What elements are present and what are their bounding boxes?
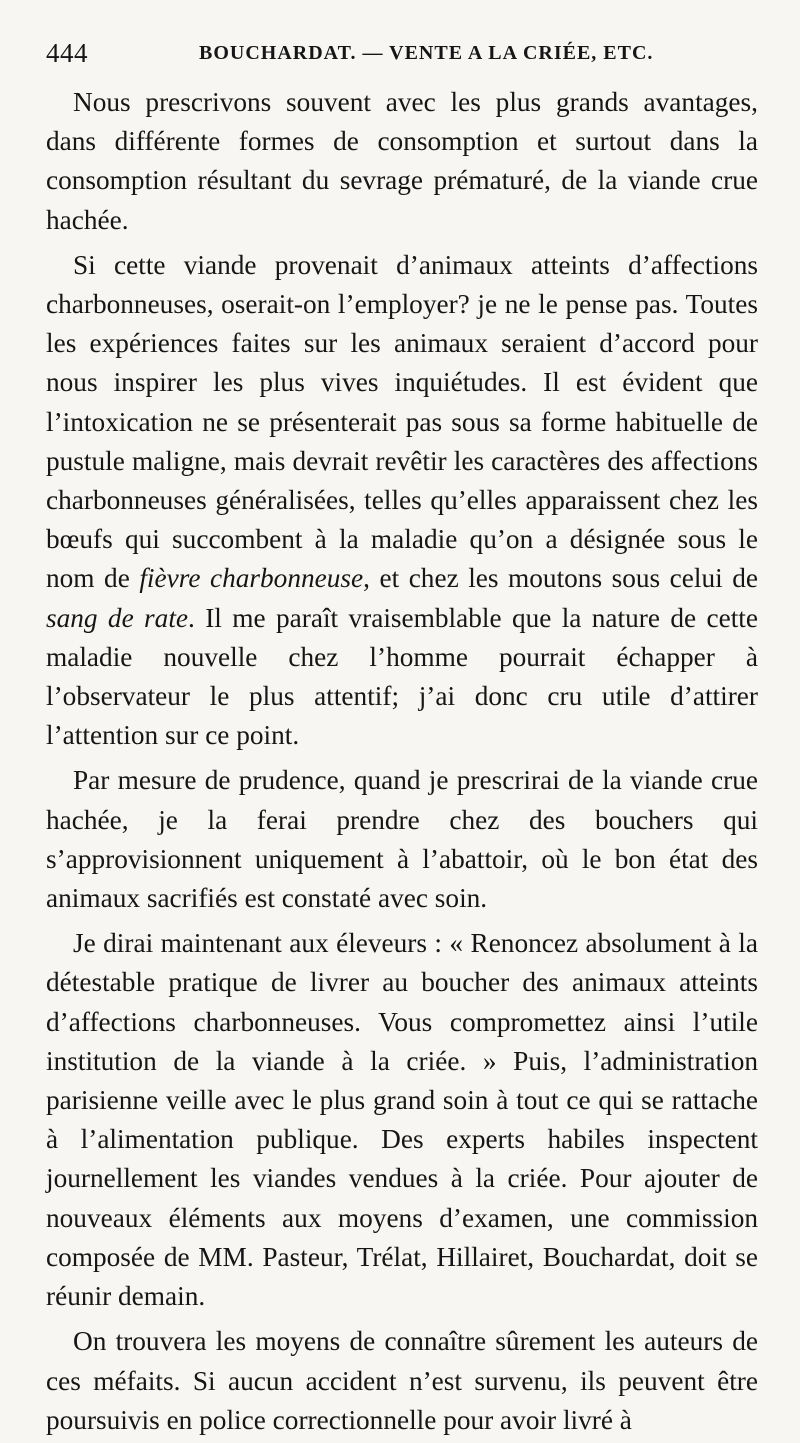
running-title: BOUCHARDAT. — VENTE A LA CRIÉE, ETC.	[199, 42, 654, 64]
paragraph-1: Nous prescrivons souvent avec les plus grands avantages, dans différente formes de consomption et surtout dans la consomption résultant du sevrage prématuré, de la viande crue hachée.	[46, 87, 758, 235]
page-number: 444	[46, 38, 88, 68]
paragraph-3: Par mesure de prudence, quand je prescrirai de la viande crue hachée, je la ferai prendre chez des bouchers qui s’approvisionnent uniquement à l’abattoir, où le bon état des animaux sacrifiés est constaté avec soin.	[46, 765, 758, 914]
italic-term-fievre-charbonneuse: fièvre charbonneuse	[139, 563, 364, 594]
paragraph-4: Je dirai maintenant aux éleveurs : « Renoncez absolument à la détestable pratique de livrer au boucher des animaux atteints d’affections charbonneuses. Vous compromettez ainsi l’utile institution de la viande à la criée. » Puis, l’administration parisienne veille avec le plus grand soin à tout ce qui se rattache à l’alimentation publique. Des experts habiles inspectent journellement les viandes vendues à la criée. Pour ajouter de nouveaux éléments aux moyens d’examen, une commission composée de MM. Pasteur, Trélat, Hillairet, Bouchardat, doit se réunir demain.	[46, 928, 758, 1312]
paragraph-5: On trouvera les moyens de connaître sûrement les auteurs de ces méfaits. Si aucun accident n’est survenu, ils peuvent être poursuivis en police correctionnelle pour avoir livré à	[46, 1326, 758, 1435]
paragraph-2-text-b: , et chez les moutons sous celui de	[363, 563, 758, 594]
page-header	[46, 38, 740, 78]
body-text	[46, 83, 758, 1440]
paragraph-2-text-c: . Il me paraît vraisemblable que la nature de cette maladie nouvelle chez l’homme pourrait échapper à l’observateur le plus attentif; j’ai donc cru utile d’attirer l’attention sur ce point.	[46, 602, 758, 751]
paragraph-2-text-a: Si cette viande provenait d’animaux atteints d’affections charbonneuses, oserait-on l’employer? je ne le pense pas. Toutes les expériences faites sur les animaux seraient d’accord pour nous inspirer les plus vives inquiétudes. Il est évident que l’intoxication ne se présenterait pas sous sa forme habituelle de pustule maligne, mais devrait revêtir les caractères des affections charbonneuses généralisées, telles qu’elles apparaissent chez les bœufs qui succombent à la maladie qu’on a désignée sous le nom de	[46, 249, 758, 594]
italic-term-sang-de-rate: sang de rate	[46, 602, 189, 633]
paragraph-2	[46, 246, 758, 756]
